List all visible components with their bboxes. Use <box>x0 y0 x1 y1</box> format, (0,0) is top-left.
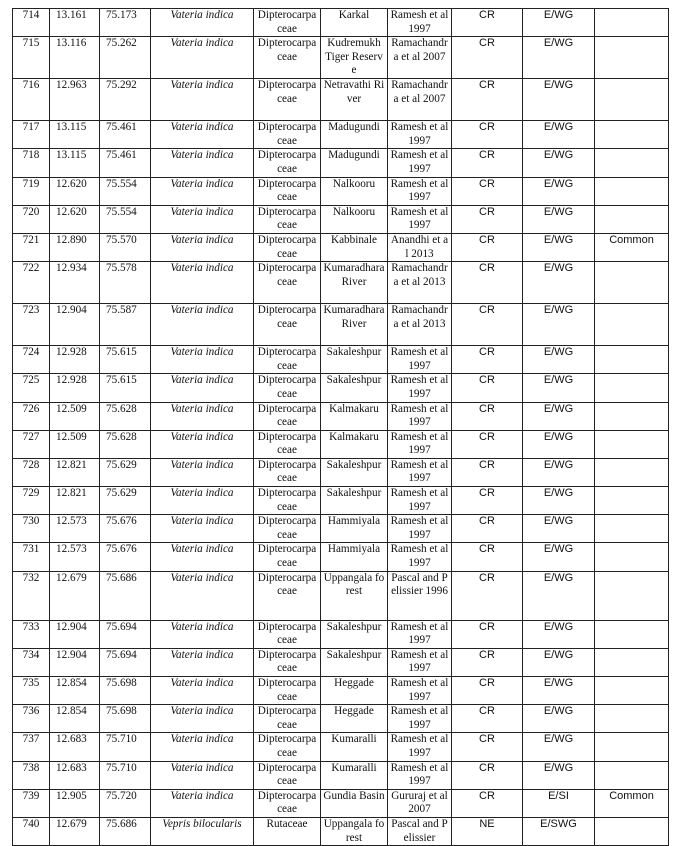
longitude-cell: 75.554 <box>100 177 151 205</box>
distribution-cell: E/WG <box>523 515 595 543</box>
longitude-cell: 75.629 <box>100 458 151 486</box>
abundance-cell <box>595 761 669 789</box>
abundance-cell <box>595 817 669 845</box>
locality-cell: Kalmakaru <box>321 430 388 458</box>
reference-cell: Pascal and Pelissier <box>388 817 452 845</box>
table-row <box>13 374 669 402</box>
abundance-cell <box>595 149 669 177</box>
family-cell: Dipterocarpaceae <box>254 79 321 121</box>
locality-cell: Hammiyala <box>321 515 388 543</box>
longitude-cell: 75.262 <box>100 37 151 79</box>
family-cell: Dipterocarpaceae <box>254 205 321 233</box>
species-cell: Vateria indica <box>151 543 254 571</box>
reference-cell: Ramachandra et al 2007 <box>388 37 452 79</box>
species-cell: Vateria indica <box>151 430 254 458</box>
abundance-cell: Common <box>595 233 669 261</box>
family-cell: Dipterocarpaceae <box>254 648 321 676</box>
reference-cell: Ramesh et al 1997 <box>388 374 452 402</box>
distribution-cell: E/WG <box>523 262 595 304</box>
table-row <box>13 262 669 304</box>
serial-number-cell: 720 <box>13 205 50 233</box>
longitude-cell: 75.615 <box>100 374 151 402</box>
distribution-cell: E/WG <box>523 648 595 676</box>
latitude-cell: 12.679 <box>50 571 100 620</box>
distribution-cell: E/WG <box>523 121 595 149</box>
distribution-cell: E/WG <box>523 177 595 205</box>
family-cell: Dipterocarpaceae <box>254 515 321 543</box>
iucn-status-cell: CR <box>452 233 523 261</box>
table-row <box>13 817 669 845</box>
serial-number-cell: 733 <box>13 620 50 648</box>
abundance-cell <box>595 177 669 205</box>
serial-number-cell: 729 <box>13 487 50 515</box>
serial-number-cell: 726 <box>13 402 50 430</box>
serial-number-cell: 716 <box>13 79 50 121</box>
reference-cell: Gururaj et al 2007 <box>388 789 452 817</box>
iucn-status-cell: CR <box>452 705 523 733</box>
table-row <box>13 37 669 79</box>
family-cell: Dipterocarpaceae <box>254 374 321 402</box>
table-row <box>13 205 669 233</box>
serial-number-cell: 731 <box>13 543 50 571</box>
distribution-cell: E/WG <box>523 205 595 233</box>
family-cell: Dipterocarpaceae <box>254 233 321 261</box>
reference-cell: Pascal and Pelissier 1996 <box>388 571 452 620</box>
iucn-status-cell: CR <box>452 487 523 515</box>
locality-cell: Sakaleshpur <box>321 620 388 648</box>
family-cell: Rutaceae <box>254 817 321 845</box>
longitude-cell: 75.587 <box>100 304 151 346</box>
serial-number-cell: 736 <box>13 705 50 733</box>
latitude-cell: 12.963 <box>50 79 100 121</box>
latitude-cell: 12.934 <box>50 262 100 304</box>
iucn-status-cell: CR <box>452 37 523 79</box>
serial-number-cell: 715 <box>13 37 50 79</box>
locality-cell: Kabbinale <box>321 233 388 261</box>
table-row <box>13 149 669 177</box>
family-cell: Dipterocarpaceae <box>254 262 321 304</box>
reference-cell: Ramesh et al 1997 <box>388 177 452 205</box>
serial-number-cell: 714 <box>13 9 50 37</box>
longitude-cell: 75.292 <box>100 79 151 121</box>
locality-cell: Heggade <box>321 677 388 705</box>
table-row <box>13 733 669 761</box>
distribution-cell: E/WG <box>523 761 595 789</box>
abundance-cell <box>595 374 669 402</box>
reference-cell: Ramesh et al 1997 <box>388 543 452 571</box>
abundance-cell <box>595 121 669 149</box>
abundance-cell <box>595 262 669 304</box>
longitude-cell: 75.615 <box>100 346 151 374</box>
distribution-cell: E/WG <box>523 346 595 374</box>
serial-number-cell: 734 <box>13 648 50 676</box>
serial-number-cell: 739 <box>13 789 50 817</box>
species-cell: Vepris bilocularis <box>151 817 254 845</box>
distribution-cell: E/WG <box>523 402 595 430</box>
family-cell: Dipterocarpaceae <box>254 402 321 430</box>
longitude-cell: 75.676 <box>100 543 151 571</box>
longitude-cell: 75.686 <box>100 571 151 620</box>
locality-cell: Gundia Basin <box>321 789 388 817</box>
iucn-status-cell: CR <box>452 304 523 346</box>
family-cell: Dipterocarpaceae <box>254 733 321 761</box>
species-cell: Vateria indica <box>151 487 254 515</box>
species-cell: Vateria indica <box>151 571 254 620</box>
latitude-cell: 12.509 <box>50 402 100 430</box>
table-row <box>13 648 669 676</box>
table-row <box>13 789 669 817</box>
serial-number-cell: 721 <box>13 233 50 261</box>
abundance-cell <box>595 346 669 374</box>
family-cell: Dipterocarpaceae <box>254 9 321 37</box>
latitude-cell: 13.161 <box>50 9 100 37</box>
iucn-status-cell: CR <box>452 543 523 571</box>
family-cell: Dipterocarpaceae <box>254 37 321 79</box>
locality-cell: Karkal <box>321 9 388 37</box>
iucn-status-cell: CR <box>452 571 523 620</box>
iucn-status-cell: CR <box>452 648 523 676</box>
latitude-cell: 12.683 <box>50 761 100 789</box>
family-cell: Dipterocarpaceae <box>254 677 321 705</box>
iucn-status-cell: CR <box>452 149 523 177</box>
table-row <box>13 121 669 149</box>
species-cell: Vateria indica <box>151 620 254 648</box>
latitude-cell: 12.854 <box>50 705 100 733</box>
reference-cell: Ramesh et al 1997 <box>388 733 452 761</box>
reference-cell: Ramesh et al 1997 <box>388 487 452 515</box>
locality-cell: Sakaleshpur <box>321 487 388 515</box>
species-cell: Vateria indica <box>151 205 254 233</box>
serial-number-cell: 722 <box>13 262 50 304</box>
longitude-cell: 75.698 <box>100 677 151 705</box>
abundance-cell <box>595 458 669 486</box>
iucn-status-cell: CR <box>452 620 523 648</box>
serial-number-cell: 717 <box>13 121 50 149</box>
iucn-status-cell: CR <box>452 205 523 233</box>
latitude-cell: 12.573 <box>50 543 100 571</box>
longitude-cell: 75.694 <box>100 620 151 648</box>
table-row <box>13 177 669 205</box>
table-row <box>13 402 669 430</box>
table-row <box>13 346 669 374</box>
abundance-cell <box>595 705 669 733</box>
table-row <box>13 79 669 121</box>
reference-cell: Ramesh et al 1997 <box>388 346 452 374</box>
locality-cell: Sakaleshpur <box>321 374 388 402</box>
distribution-cell: E/SWG <box>523 817 595 845</box>
species-cell: Vateria indica <box>151 515 254 543</box>
abundance-cell <box>595 733 669 761</box>
species-cell: Vateria indica <box>151 677 254 705</box>
species-cell: Vateria indica <box>151 262 254 304</box>
longitude-cell: 75.629 <box>100 487 151 515</box>
longitude-cell: 75.628 <box>100 430 151 458</box>
locality-cell: Netravathi River <box>321 79 388 121</box>
latitude-cell: 12.928 <box>50 374 100 402</box>
species-cell: Vateria indica <box>151 121 254 149</box>
species-cell: Vateria indica <box>151 177 254 205</box>
species-cell: Vateria indica <box>151 458 254 486</box>
distribution-cell: E/SI <box>523 789 595 817</box>
serial-number-cell: 730 <box>13 515 50 543</box>
abundance-cell <box>595 571 669 620</box>
species-cell: Vateria indica <box>151 648 254 676</box>
table-row <box>13 487 669 515</box>
locality-cell: Sakaleshpur <box>321 346 388 374</box>
distribution-cell: E/WG <box>523 37 595 79</box>
locality-cell: Sakaleshpur <box>321 648 388 676</box>
locality-cell: Uppangala forest <box>321 817 388 845</box>
distribution-cell: E/WG <box>523 677 595 705</box>
distribution-cell: E/WG <box>523 571 595 620</box>
iucn-status-cell: CR <box>452 121 523 149</box>
table-row <box>13 543 669 571</box>
latitude-cell: 12.854 <box>50 677 100 705</box>
locality-cell: Kudremukh Tiger Reserve <box>321 37 388 79</box>
reference-cell: Ramesh et al 1997 <box>388 677 452 705</box>
family-cell: Dipterocarpaceae <box>254 346 321 374</box>
iucn-status-cell: CR <box>452 374 523 402</box>
locality-cell: Madugundi <box>321 121 388 149</box>
table-row <box>13 705 669 733</box>
species-cell: Vateria indica <box>151 733 254 761</box>
reference-cell: Ramesh et al 1997 <box>388 149 452 177</box>
serial-number-cell: 732 <box>13 571 50 620</box>
longitude-cell: 75.461 <box>100 149 151 177</box>
reference-cell: Ramesh et al 1997 <box>388 205 452 233</box>
abundance-cell <box>595 430 669 458</box>
locality-cell: Uppangala forest <box>321 571 388 620</box>
abundance-cell <box>595 37 669 79</box>
table-row <box>13 430 669 458</box>
locality-cell: Kumaralli <box>321 761 388 789</box>
table-row <box>13 677 669 705</box>
latitude-cell: 12.573 <box>50 515 100 543</box>
locality-cell: Kumaradhara River <box>321 304 388 346</box>
abundance-cell <box>595 543 669 571</box>
table-row <box>13 571 669 620</box>
latitude-cell: 12.890 <box>50 233 100 261</box>
serial-number-cell: 728 <box>13 458 50 486</box>
abundance-cell <box>595 677 669 705</box>
latitude-cell: 12.904 <box>50 304 100 346</box>
abundance-cell <box>595 620 669 648</box>
latitude-cell: 12.928 <box>50 346 100 374</box>
serial-number-cell: 740 <box>13 817 50 845</box>
species-cell: Vateria indica <box>151 37 254 79</box>
reference-cell: Anandhi et al 2013 <box>388 233 452 261</box>
family-cell: Dipterocarpaceae <box>254 430 321 458</box>
distribution-cell: E/WG <box>523 149 595 177</box>
locality-cell: Kumaradhara River <box>321 262 388 304</box>
serial-number-cell: 719 <box>13 177 50 205</box>
latitude-cell: 12.821 <box>50 487 100 515</box>
family-cell: Dipterocarpaceae <box>254 620 321 648</box>
distribution-cell: E/WG <box>523 543 595 571</box>
abundance-cell: Common <box>595 789 669 817</box>
distribution-cell: E/WG <box>523 374 595 402</box>
serial-number-cell: 727 <box>13 430 50 458</box>
distribution-cell: E/WG <box>523 620 595 648</box>
iucn-status-cell: CR <box>452 430 523 458</box>
abundance-cell <box>595 79 669 121</box>
serial-number-cell: 718 <box>13 149 50 177</box>
abundance-cell <box>595 9 669 37</box>
species-cell: Vateria indica <box>151 374 254 402</box>
longitude-cell: 75.676 <box>100 515 151 543</box>
abundance-cell <box>595 402 669 430</box>
locality-cell: Hammiyala <box>321 543 388 571</box>
locality-cell: Madugundi <box>321 149 388 177</box>
iucn-status-cell: CR <box>452 789 523 817</box>
latitude-cell: 12.904 <box>50 620 100 648</box>
longitude-cell: 75.628 <box>100 402 151 430</box>
abundance-cell <box>595 487 669 515</box>
iucn-status-cell: CR <box>452 177 523 205</box>
serial-number-cell: 724 <box>13 346 50 374</box>
species-cell: Vateria indica <box>151 79 254 121</box>
reference-cell: Ramesh et al 1997 <box>388 761 452 789</box>
iucn-status-cell: CR <box>452 677 523 705</box>
locality-cell: Kalmakaru <box>321 402 388 430</box>
family-cell: Dipterocarpaceae <box>254 705 321 733</box>
reference-cell: Ramesh et al 1997 <box>388 9 452 37</box>
table-row <box>13 304 669 346</box>
reference-cell: Ramachandra et al 2013 <box>388 262 452 304</box>
reference-cell: Ramesh et al 1997 <box>388 620 452 648</box>
species-cell: Vateria indica <box>151 304 254 346</box>
longitude-cell: 75.570 <box>100 233 151 261</box>
family-cell: Dipterocarpaceae <box>254 571 321 620</box>
longitude-cell: 75.578 <box>100 262 151 304</box>
species-cell: Vateria indica <box>151 705 254 733</box>
species-cell: Vateria indica <box>151 789 254 817</box>
serial-number-cell: 737 <box>13 733 50 761</box>
longitude-cell: 75.720 <box>100 789 151 817</box>
latitude-cell: 12.620 <box>50 177 100 205</box>
table-row <box>13 458 669 486</box>
longitude-cell: 75.710 <box>100 761 151 789</box>
serial-number-cell: 738 <box>13 761 50 789</box>
family-cell: Dipterocarpaceae <box>254 177 321 205</box>
distribution-cell: E/WG <box>523 430 595 458</box>
table-row <box>13 233 669 261</box>
reference-cell: Ramesh et al 1997 <box>388 515 452 543</box>
latitude-cell: 12.821 <box>50 458 100 486</box>
locality-cell: Nalkooru <box>321 177 388 205</box>
serial-number-cell: 723 <box>13 304 50 346</box>
iucn-status-cell: CR <box>452 761 523 789</box>
locality-cell: Sakaleshpur <box>321 458 388 486</box>
latitude-cell: 13.116 <box>50 37 100 79</box>
table-row <box>13 515 669 543</box>
abundance-cell <box>595 515 669 543</box>
latitude-cell: 13.115 <box>50 149 100 177</box>
iucn-status-cell: CR <box>452 458 523 486</box>
family-cell: Dipterocarpaceae <box>254 487 321 515</box>
table-row <box>13 9 669 37</box>
distribution-cell: E/WG <box>523 79 595 121</box>
family-cell: Dipterocarpaceae <box>254 149 321 177</box>
iucn-status-cell: CR <box>452 346 523 374</box>
reference-cell: Ramesh et al 1997 <box>388 121 452 149</box>
table-body <box>13 9 669 846</box>
species-cell: Vateria indica <box>151 402 254 430</box>
locality-cell: Heggade <box>321 705 388 733</box>
family-cell: Dipterocarpaceae <box>254 543 321 571</box>
iucn-status-cell: CR <box>452 262 523 304</box>
latitude-cell: 12.904 <box>50 648 100 676</box>
abundance-cell <box>595 304 669 346</box>
reference-cell: Ramesh et al 1997 <box>388 430 452 458</box>
distribution-cell: E/WG <box>523 487 595 515</box>
reference-cell: Ramesh et al 1997 <box>388 402 452 430</box>
latitude-cell: 12.683 <box>50 733 100 761</box>
species-cell: Vateria indica <box>151 233 254 261</box>
longitude-cell: 75.461 <box>100 121 151 149</box>
species-cell: Vateria indica <box>151 761 254 789</box>
iucn-status-cell: CR <box>452 402 523 430</box>
species-cell: Vateria indica <box>151 9 254 37</box>
iucn-status-cell: CR <box>452 733 523 761</box>
distribution-cell: E/WG <box>523 304 595 346</box>
species-occurrence-table <box>12 8 669 846</box>
table-row <box>13 761 669 789</box>
longitude-cell: 75.686 <box>100 817 151 845</box>
abundance-cell <box>595 648 669 676</box>
longitude-cell: 75.554 <box>100 205 151 233</box>
abundance-cell <box>595 205 669 233</box>
family-cell: Dipterocarpaceae <box>254 458 321 486</box>
family-cell: Dipterocarpaceae <box>254 761 321 789</box>
locality-cell: Nalkooru <box>321 205 388 233</box>
iucn-status-cell: NE <box>452 817 523 845</box>
table-row <box>13 620 669 648</box>
species-cell: Vateria indica <box>151 149 254 177</box>
latitude-cell: 12.679 <box>50 817 100 845</box>
distribution-cell: E/WG <box>523 9 595 37</box>
latitude-cell: 12.620 <box>50 205 100 233</box>
family-cell: Dipterocarpaceae <box>254 789 321 817</box>
locality-cell: Kumaralli <box>321 733 388 761</box>
distribution-cell: E/WG <box>523 458 595 486</box>
iucn-status-cell: CR <box>452 9 523 37</box>
serial-number-cell: 725 <box>13 374 50 402</box>
iucn-status-cell: CR <box>452 515 523 543</box>
species-cell: Vateria indica <box>151 346 254 374</box>
reference-cell: Ramesh et al 1997 <box>388 705 452 733</box>
iucn-status-cell: CR <box>452 79 523 121</box>
longitude-cell: 75.694 <box>100 648 151 676</box>
distribution-cell: E/WG <box>523 733 595 761</box>
longitude-cell: 75.173 <box>100 9 151 37</box>
longitude-cell: 75.710 <box>100 733 151 761</box>
latitude-cell: 12.905 <box>50 789 100 817</box>
longitude-cell: 75.698 <box>100 705 151 733</box>
reference-cell: Ramesh et al 1997 <box>388 458 452 486</box>
distribution-cell: E/WG <box>523 233 595 261</box>
reference-cell: Ramesh et al 1997 <box>388 648 452 676</box>
serial-number-cell: 735 <box>13 677 50 705</box>
family-cell: Dipterocarpaceae <box>254 304 321 346</box>
reference-cell: Ramachandra et al 2007 <box>388 79 452 121</box>
reference-cell: Ramachandra et al 2013 <box>388 304 452 346</box>
latitude-cell: 13.115 <box>50 121 100 149</box>
distribution-cell: E/WG <box>523 705 595 733</box>
latitude-cell: 12.509 <box>50 430 100 458</box>
family-cell: Dipterocarpaceae <box>254 121 321 149</box>
